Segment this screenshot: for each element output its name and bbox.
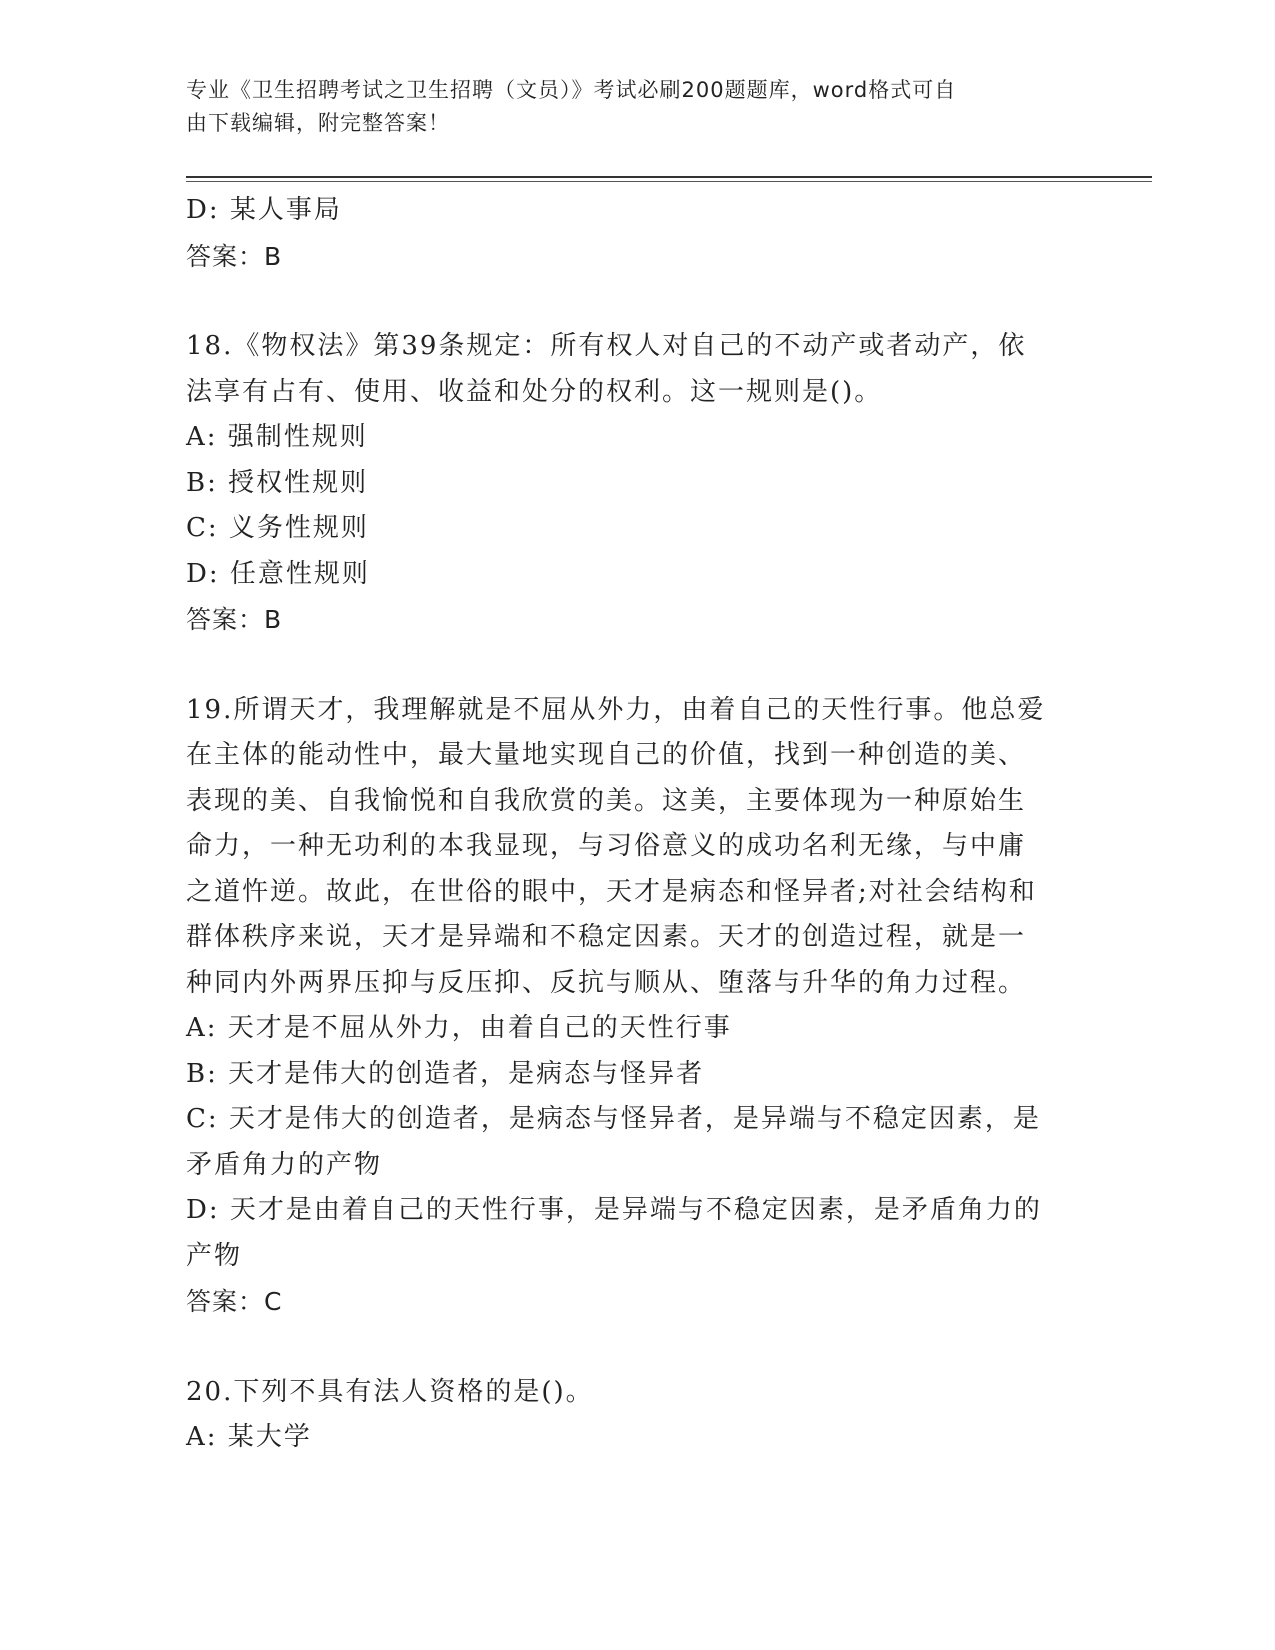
option-d: D: 天才是由着自己的天性行事，是异端与不稳定因素，是矛盾角力的 bbox=[186, 1195, 1042, 1225]
question-text-line: 命力，一种无功利的本我显现，与习俗意义的成功名利无缘，与中庸 bbox=[186, 831, 1027, 861]
header-line: 由下载编辑，附完整答案！ bbox=[186, 111, 450, 135]
option-c: C: 义务性规则 bbox=[186, 513, 369, 543]
question-18 bbox=[186, 324, 1076, 643]
question-text-line: 法享有占有、使用、收益和处分的权利。这一规则是()。 bbox=[186, 376, 883, 407]
header-rule-thin bbox=[186, 181, 1152, 182]
previous-question-tail bbox=[186, 188, 1076, 279]
option-d: D: 某人事局 bbox=[186, 195, 342, 225]
answer-line: 答案：C bbox=[186, 1287, 283, 1316]
page-header bbox=[186, 74, 1066, 140]
option-a: A: 某大学 bbox=[186, 1422, 312, 1452]
answer-line: 答案：B bbox=[186, 605, 283, 634]
option-c: C: 天才是伟大的创造者，是病态与怪异者，是异端与不稳定因素，是 bbox=[186, 1104, 1041, 1134]
option-d: D: 任意性规则 bbox=[186, 558, 370, 589]
question-text-line: 20.下列不具有法人资格的是()。 bbox=[186, 1376, 594, 1407]
header-line: 专业《卫生招聘考试之卫生招聘（文员）》考试必刷200题题库，word格式可自 bbox=[186, 78, 957, 102]
question-text-line: 在主体的能动性中，最大量地实现自己的价值，找到一种创造的美、 bbox=[186, 740, 1027, 770]
question-text-line: 表现的美、自我愉悦和自我欣赏的美。这美，主要体现为一种原始生 bbox=[186, 785, 1027, 816]
answer-line: 答案：B bbox=[186, 241, 283, 271]
question-text-line: 种同内外两界压抑与反压抑、反抗与顺从、堕落与升华的角力过程。 bbox=[186, 967, 1027, 998]
option-b: B: 授权性规则 bbox=[186, 467, 369, 498]
option-a: A: 强制性规则 bbox=[186, 422, 368, 452]
question-19 bbox=[186, 688, 1076, 1325]
question-text-line: 19.所谓天才，我理解就是不屈从外力，由着自己的天性行事。他总爱 bbox=[186, 694, 1046, 725]
header-rule bbox=[186, 176, 1152, 178]
option-b: B: 天才是伟大的创造者，是病态与怪异者 bbox=[186, 1058, 705, 1089]
question-text-line: 之道忤逆。故此，在世俗的眼中，天才是病态和怪异者;对社会结构和 bbox=[186, 876, 1037, 907]
option-a: A: 天才是不屈从外力，由着自己的天性行事 bbox=[186, 1013, 732, 1043]
question-content bbox=[186, 188, 1076, 1461]
question-20 bbox=[186, 1370, 1076, 1461]
question-text-line: 群体秩序来说，天才是异端和不稳定因素。天才的创造过程，就是一 bbox=[186, 922, 1027, 952]
question-text-line: 18.《物权法》第39条规定：所有权人对自己的不动产或者动产，依 bbox=[186, 331, 1027, 361]
option-c-continued: 矛盾角力的产物 bbox=[186, 1149, 383, 1180]
option-d-continued: 产物 bbox=[186, 1240, 243, 1271]
